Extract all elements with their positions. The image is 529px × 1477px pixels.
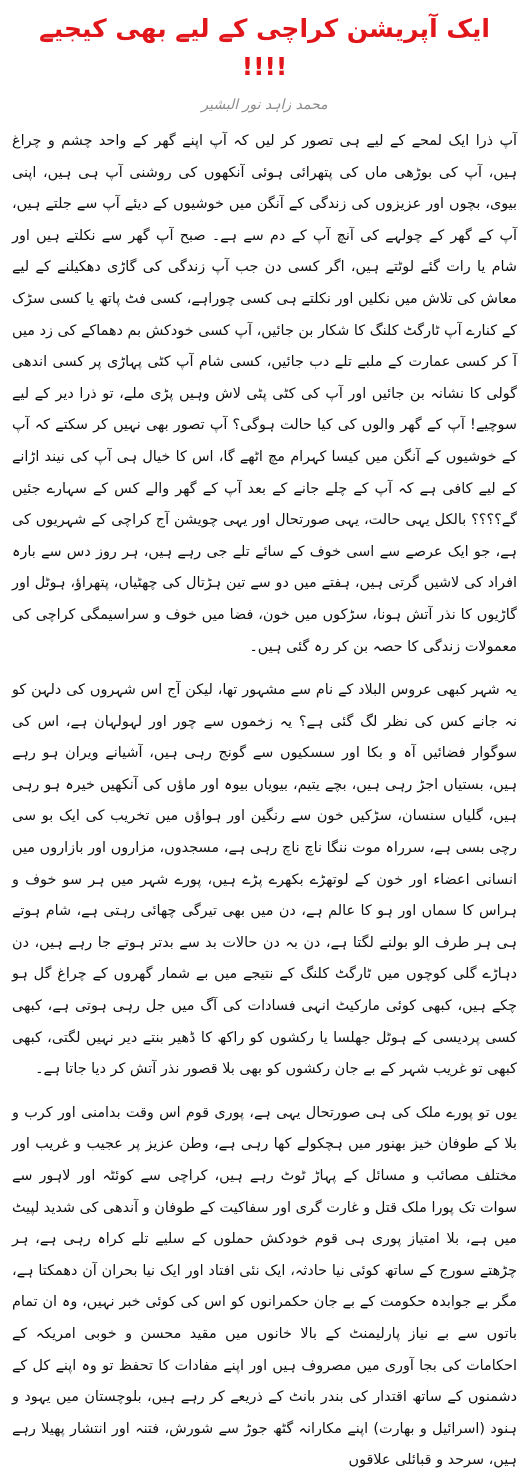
article-paragraph-2: یہ شہر کبھی عروس البلاد کے نام سے مشہور تھا، لیکن آج اس شہروں کی دلہن کو نہ جانے کس کی نظر لگ گئی ہے؟ یہ زخموں سے چور اور لہولہان ہے، اس کی سوگوار فضائیں آہ و بکا اور سسکیوں سے گونج رہی ہیں، آشیانے ویران ہو رہے ہیں، بستیاں اجڑ رہی ہیں، بچے یتیم، بیویاں بیوہ اور ماؤں کی آنکھیں خیرہ ہو رہی ہیں، گلیاں سنسان، سڑکیں خون سے رنگین اور ہواؤں میں تخریب کی ایک بو سی رچی بسی ہے، سرراہ موت ننگا ناچ ناچ رہی ہے، مسجدوں، مزاروں اور بازاروں میں انسانی اعضاء اور خون کے لوتھڑے بکھرے پڑے ہیں، پورے شہر میں ہر سو خوف و ہراس کا سماں اور ہو کا عالم ہے، دن میں بھی تیرگی چھائی رہتی ہے، شام ہوتے ہی ہر طرف الو بولنے لگتا ہے، دن بہ دن حالات بد سے بدتر ہوتے جا رہے ہیں، دن دہاڑے گلی کوچوں میں ٹارگٹ کلنگ کے نتیجے میں بے شمار گھروں کے چراغ گل ہو چکے ہیں، کبھی کوئی مارکیٹ انہی فسادات کی آگ میں جل رہی ہوتی ہے، کبھی کسی پردیسی کے ہوٹل جھلسا یا رکشوں کو راکھ کا ڈھیر بنتے دیر نہیں لگتی، کبھی کبھی تو غریب شہر کے بے جان رکشوں کو بھی بلا قصور نذر آتش کر دیا جاتا ہے۔ [12, 682, 517, 1078]
author-byline: محمد زاہد نور البشیر [201, 97, 328, 113]
article-paragraph-3: یوں تو پورے ملک کی ہی صورتحال یہی ہے، پوری قوم اس وقت بدامنی اور کرب و بلا کے طوفان خیز بھنور میں ہچکولے کھا رہی ہے، وطن عزیز پر عجیب و غریب اور مختلف مصائب و مسائل کے پہاڑ ٹوٹ رہے ہیں، کراچی سے کوئٹہ اور لاہور سے سوات تک پورا ملک قتل و غارت گری اور سفاکیت کے طوفان و آندھی کی شدید لپیٹ میں ہے، بلا امتیاز پوری ہی قوم خودکش حملوں کے سلیے تلے کراہ رہی ہے، ہر چڑھتے سورج کے ساتھ کوئی نیا حادثہ، ایک نئی افتاد اور ایک نیا بحران آن دھمکتا ہے، مگر بے جوابدہ حکومت کے بے جان حکمرانوں کو اس کی کوئی خبر نہیں، وہ ان تمام باتوں سے بے نیاز پارلیمنٹ کے بالا خانوں میں مقید محسن و خوبی امریکہ کے احکامات کی بجا آوری میں مصروف ہیں اور اپنے مفادات کا تحفظ تو وہ اپنے کل کے دشمنوں کے ساتھ اقتدار کی بندر بانٹ کے ذریعے کر رہے ہیں، بلوچستان میں یہود و ہنود (اسرائیل و بھارت) اپنے مکارانہ گٹھ جوڑ سے شورش، فتنہ اور انتشار پھیلا رہے ہیں، سرحد و قبائلی علاقوں [12, 1104, 517, 1469]
article-paragraph-1: آپ ذرا ایک لمحے کے لیے ہی تصور کر لیں کہ آپ اپنے گھر کے واحد چشم و چراغ ہیں، آپ کی بوڑھی ماں کی پتھرائی ہوئی آنکھوں کی روشنی آپ ہی ہیں، اپنی بیوی، بچوں اور عزیزوں کی زندگی کے آنگن میں خوشیوں کے دیئے آپ سے جلتے ہیں، آپ کے گھر کے چولہے کی آنچ آپ کے دم سے ہے۔ صبح آپ گھر سے نکلتے ہیں اور شام یا رات گئے لوٹتے ہیں، اگر کسی دن جب آپ زندگی کی گاڑی دھکیلنے کے لیے معاش کی تلاش میں نکلیں اور نکلتے ہی کسی چوراہے، کسی فٹ پاتھ یا کسی سڑک کے کنارے آپ ٹارگٹ کلنگ کا شکار بن جائیں، آپ کسی خودکش بم دھماکے کی زد میں آ کر کسی عمارت کے ملبے تلے دب جائیں، کسی شام آپ کٹی پہاڑی پر کسی اندھی گولی کا نشانہ بن جائیں اور آپ کی کٹی پٹی لاش وہیں پڑی ملے، تو ذرا دیر کے لیے سوچیے! آپ کے گھر والوں کی کیا حالت ہوگی؟ آپ تصور بھی نہیں کر سکتے کہ آپ کے خوشیوں کے آنگن میں کیسا کہرام مچ اٹھے گا، اس کا خیال ہی آپ کی نیند اڑانے کے لیے کافی ہے کہ آپ کے چلے جانے کے بعد آپ کے گھر والے کس کے سہارے جئیں گے؟؟؟؟ بالکل یہی حالت، یہی صورتحال اور یہی چویشن آج کراچی کے شہریوں کی ہے، جو ایک عرصے سے اسی خوف کے سائے تلے جی رہے ہیں، ہر روز دس سے بارہ افراد کی لاشیں گرتی ہیں، ہفتے میں دو سے تین ہڑتال کی چھٹیاں، پتھراؤ، ہوٹل اور گاڑیوں کا نذر آتش ہونا، سڑکوں میں خون، فضا میں خوف و سراسیمگی کراچی کی معمولات زندگی کا حصہ بن کر رہ گئی ہیں۔ [12, 133, 517, 655]
article-title: ایک آپریشن کراچی کے لیے بھی کیجیے !!!! [39, 14, 490, 81]
